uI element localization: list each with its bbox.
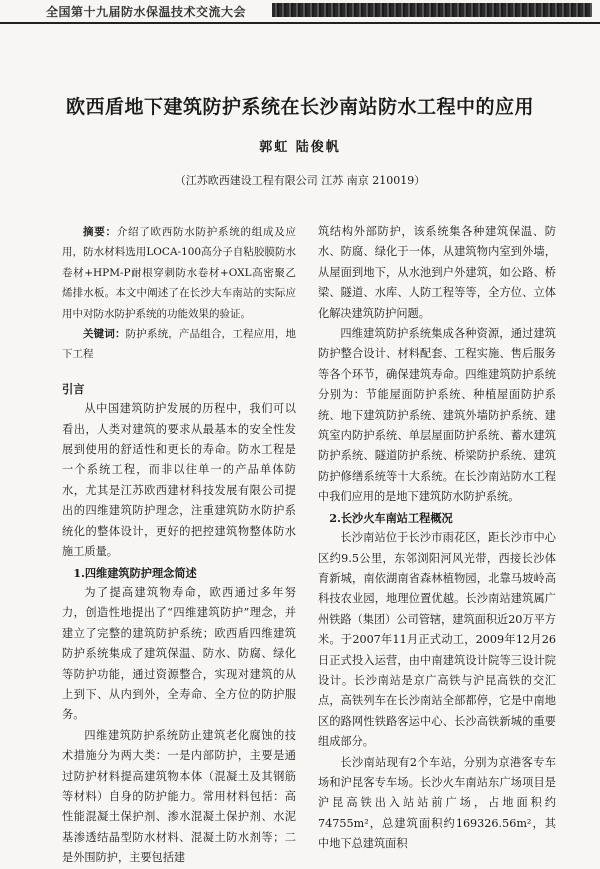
right-column [318,222,556,855]
article-title: 欧西盾地下建筑防护系统在长沙南站防水工程中的应用 [65,96,534,118]
intro-paragraph: 从中国建筑防护发展的历程中，我们可以看出，人类对建筑的要求从最基本的安全性发展到使用的舒适性和更长的寿命。防水工程是一个系统工程，而非以往单一的产品单体防水，尤其是江苏欧西建材科技发展有限公司提出的四维建筑防护理念，注重建筑防水防护系统化的整体设计，更好的把控建筑物整体防水施工质量。 [62,402,296,559]
right-paragraph-2: 四维建筑防护系统集成各种资源，通过建筑防护整合设计、材料配套、工程实施、售后服务等各个环节，确保建筑寿命。四维建筑防护系统分别为：节能屋面防护系统、种植屋面防护系统、地下建筑防护系统、建筑外墙防护系统、建筑室内防护系统、单层屋面防护系统、蓄水建筑防护系统、隧道防护系统、桥梁防护系统、建筑防护修缮系统等十大系统。在长沙南站防水工程中我们应用的是地下建筑防水防护系统。 [318,327,556,504]
header-decorative-band [272,3,592,17]
section1-heading: 1.四维建筑防护理念简述 [73,565,197,580]
keywords-paragraph [62,324,296,365]
keywords-label: 关键词： [83,328,126,341]
conference-header: 全国第十九届防水保温技术交流大会 [46,5,247,19]
section1-paragraph-1: 为了提高建筑物寿命，欧西通过多年努力，创造性地提出了“四维建筑防护”理念，并建立了完整的建筑防护系统；欧西盾四维建筑防护系统集成了建筑保温、防水、防腐、绿化等防护功能，通过资源整合，实现对建筑的从上到下、从内到外，全寿命、全方位的防护服务。 [62,585,296,722]
intro-heading: 引言 [62,381,85,396]
abstract-text: 介绍了欧西防水防护系统的组成及应用，防水材料选用LOCA-100高分子自粘胶膜防水卷材+HPM-P耐根穿刺防水卷材+OXL高密聚乙烯排水板。本文中阐述了在长沙大车南站的实际应用中对防水防护系统的功能效果的验证。 [62,226,296,320]
authors: 郭虹 陆俊帆 [259,140,341,155]
abstract-paragraph [62,222,296,324]
page-header [0,0,600,24]
keywords-text: 防护系统，产品组合，工程应用，地下工程 [62,328,297,361]
section2-heading: 2.长沙火车南站工程概况 [329,510,453,525]
affiliation: （江苏欧西建设工程有限公司 江苏 南京 210019） [174,174,426,187]
abstract [62,222,296,365]
section1-paragraph-2: 四维建筑防护系统防止建筑老化腐蚀的技术措施分为两大类：一是内部防护，主要是通过防护材料提高建筑物本体（混凝土及其钢筋等材料）自身的防护能力。常用材料包括：高性能混凝土保护剂、渗水混凝土保护剂、水泥基渗透结晶型防水材料、混凝土防水剂等；二是外围防护，主要包括建 [62,728,296,865]
section2-paragraph-2: 长沙南站现有2个车站，分别为京港客专车场和沪昆客专车场。长沙火车南站东广场项目是沪昆高铁出入站站前广场，占地面积约74755m²，总建筑面积约169326.56m²，其中地下总建筑面积 [318,755,556,851]
abstract-label: 摘要： [83,226,117,238]
section2-paragraph-1: 长沙南站位于长沙市雨花区，距长沙市中心区约9.5公里，东邻浏阳河风光带，西接长沙体育新城，南依湖南省森林植物园，北靠马坡岭高科技农业园，地理位置优越。长沙南站建筑属广州铁路（集团）公司管辖，建筑面积近20万平方米。于2007年11月正式动工，2009年12月26日正式投入运营，由中南建筑设计院等三设计院设计。长沙南站是京广高铁与沪昆高铁的交汇点，高铁列车在长沙南站全部都停，它是中南地区的路网性铁路客运中心、长沙高铁新城的重要组成部分。 [318,531,556,749]
left-column [62,222,296,869]
right-paragraph-1: 筑结构外部防护，该系统集各种建筑保温、防水、防腐、绿化于一体，从建筑物内室到外墙，从屋面到地下，从水池到户外建筑，如公路、桥梁、隧道、水库、人防工程等等，全方位、立体化解决建筑防护问题。 [318,225,556,320]
